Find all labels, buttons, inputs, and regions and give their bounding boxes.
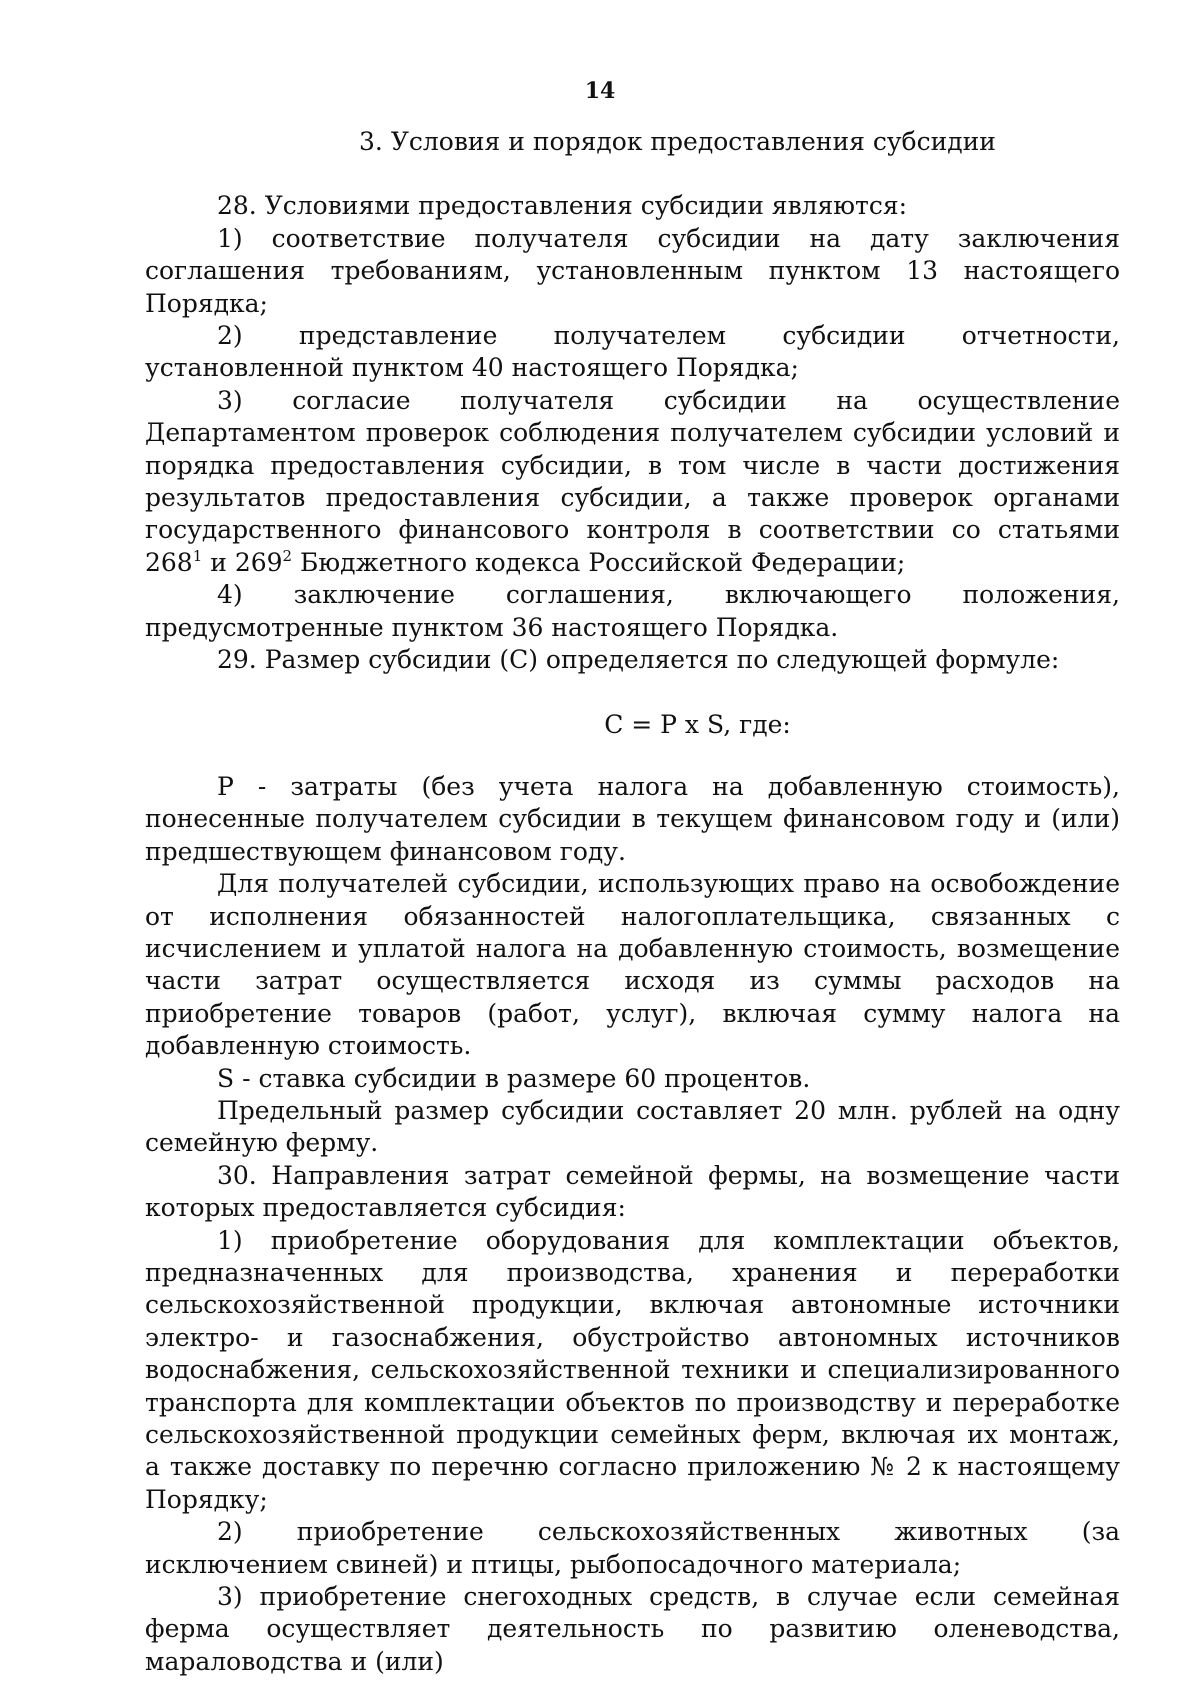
paragraph: 1) приобретение оборудования для комплектации объектов, предназначенных для производства, хранения и переработки сельскохозяйственной продукции, включая автономные источники электро- и газоснабжения, обустройство автономных источников водоснабжения, сельскохозяйственной техники и специализированного транспорта для комплектации объектов по производству и переработке сельскохозяйственной продукции семейных ферм, включая их монтаж, а также доставку по перечню согласно приложению № 2 к настоящему Порядку;: [145, 1225, 1120, 1514]
paragraph-text: 3) согласие получателя субсидии на осуществление Департаментом проверок соблюдения получателем субсидии условий и порядка предоставления субсидии, в том числе в части достижения результатов предоставления субсидии, а также проверок органами государственного финансового контроля в соответствии со статьями 268: [145, 385, 1120, 577]
page-number: 14: [584, 78, 616, 104]
paragraph: 30. Направления затрат семейной фермы, на возмещение части которых предоставляется субсидия:: [145, 1160, 1120, 1223]
paragraph: 28. Условиями предоставления субсидии являются:: [217, 191, 908, 221]
formula: С = P x S, где:: [604, 709, 791, 739]
paragraph: 2) приобретение сельскохозяйственных животных (за исключением свиней) и птицы, рыбопосадочного материала;: [145, 1517, 1120, 1579]
paragraph: S - ставка субсидии в размере 60 процентов.: [217, 1063, 811, 1093]
paragraph: 3) приобретение снегоходных средств, в случае если семейная ферма осуществляет деятельность по развитию оленеводства, мараловодства и (или): [145, 1582, 1120, 1676]
paragraph-text: и 269: [202, 547, 283, 577]
document-body: [145, 126, 1120, 1678]
paragraph-text: Бюджетного кодекса Российской Федерации;: [292, 547, 906, 577]
paragraph: 4) заключение соглашения, включающего положения, предусмотренные пунктом 36 настоящего Порядка.: [145, 580, 1120, 642]
superscript: 2: [282, 546, 293, 565]
paragraph: Для получателей субсидии, использующих право на освобождение от исполнения обязанностей налогоплательщика, связанных с исчислением и уплатой налога на добавленную стоимость, возмещение части затрат осуществляется исходя из суммы расходов на приобретение товаров (работ, услуг), включая сумму налога на добавленную стоимость.: [145, 869, 1120, 1061]
section-title: 3. Условия и порядок предоставления субсидии: [359, 127, 996, 156]
paragraph: 29. Размер субсидии (С) определяется по следующей формуле:: [217, 645, 1060, 675]
paragraph: 1) соответствие получателя субсидии на дату заключения соглашения требованиям, установленным пунктом 13 настоящего Порядка;: [145, 223, 1120, 318]
paragraph: Предельный размер субсидии составляет 20 млн. рублей на одну семейную ферму.: [145, 1095, 1120, 1158]
superscript: 1: [192, 546, 203, 565]
paragraph-with-article-refs: [145, 385, 1120, 579]
paragraph: 2) представление получателем субсидии отчетности, установленной пунктом 40 настоящего Порядка;: [145, 321, 1120, 383]
paragraph: P - затраты (без учета налога на добавленную стоимость), понесенные получателем субсидии в текущем финансовом году и (или) предшествующем финансовом году.: [145, 771, 1120, 866]
